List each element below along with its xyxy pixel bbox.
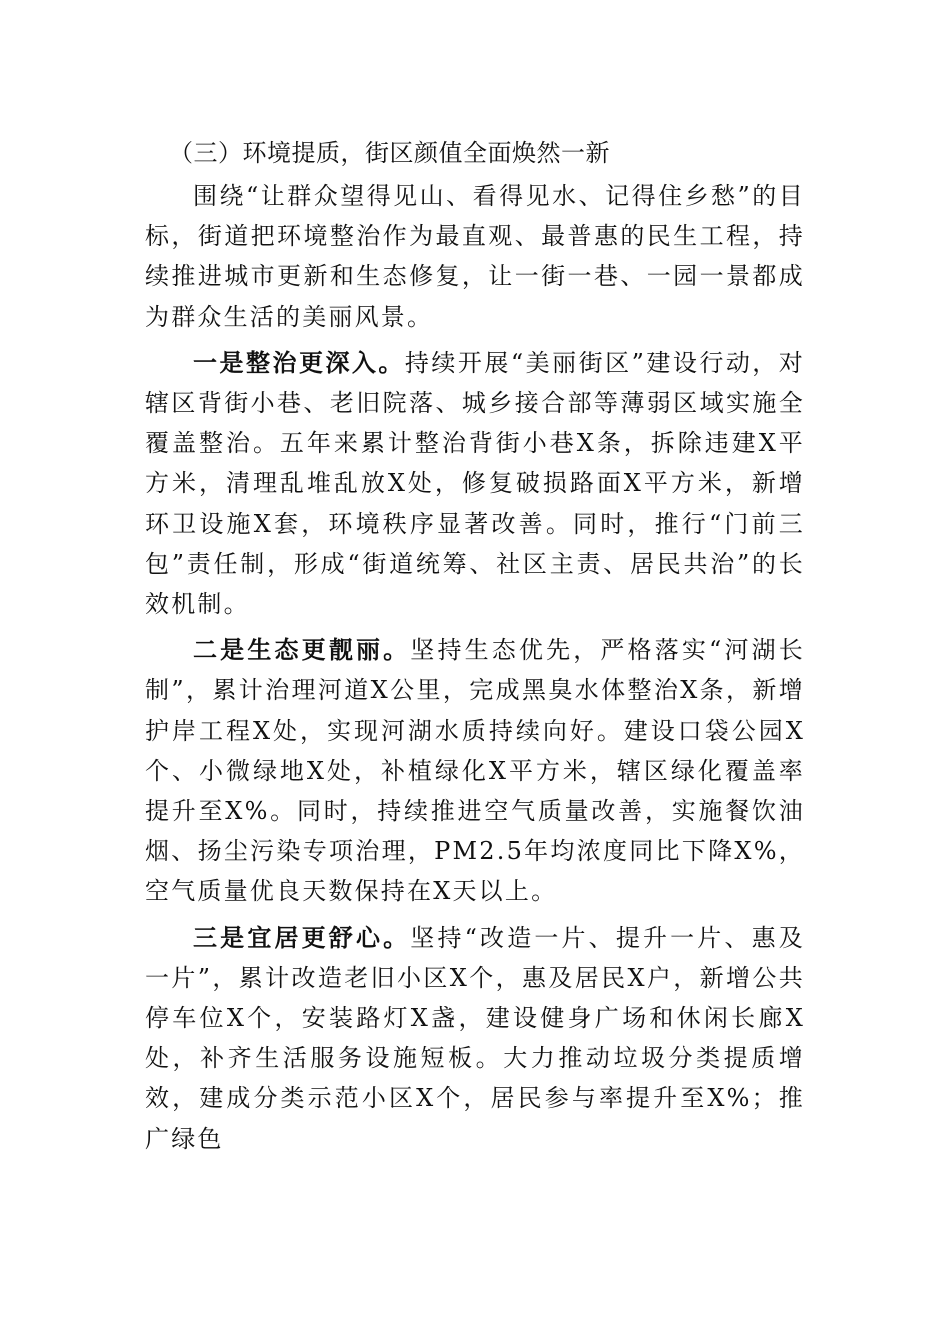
point-body-2: 坚持生态优先，严格落实“河湖长制”，累计治理河道X公里，完成黑臭水体整治X条，新增护岸工程X处，实现河湖水质持续向好。建设口袋公园X个、小微绿地X处，补植绿化X平方米，辖区绿化覆盖率提升至X%。同时，持续推进空气质量改善，实施餐饮油烟、扬尘污染专项治理，PM2.5年均浓度同比下降X%，空气质量优良天数保持在X天以上。: [145, 636, 805, 906]
point-paragraph-1: [145, 343, 805, 624]
intro-paragraph: [145, 176, 805, 337]
point-paragraph-2: [145, 630, 805, 911]
point-lead-1: 一是整治更深入。: [193, 347, 405, 377]
point-body-1: 持续开展“美丽街区”建设行动，对辖区背街小巷、老旧院落、城乡接合部等薄弱区域实施全覆盖整治。五年来累计整治背街小巷X条，拆除违建X平方米，清理乱堆乱放X处，修复破损路面X平方米，新增环卫设施X套，环境秩序显著改善。同时，推行“门前三包”责任制，形成“街道统筹、社区主责、居民共治”的长效机制。: [145, 348, 805, 619]
point-body-3: 坚持“改造一片、提升一片、惠及一片”，累计改造老旧小区X个，惠及居民X户，新增公共停车位X个，安装路灯X盏，建设健身广场和休闲长廊X处，补齐生活服务设施短板。大力推动垃圾分类提质增效，建成分类示范小区X个，居民参与率提升至X%；推广绿色: [145, 923, 805, 1153]
point-paragraph-3: [145, 918, 805, 1159]
document-page: [145, 133, 805, 1165]
section-heading: （三）环境提质，街区颜值全面焕然一新: [169, 139, 610, 167]
intro-text: 围绕“让群众望得见山、看得见水、记得住乡愁”的目标，街道把环境整治作为最直观、最普惠的民生工程，持续推进城市更新和生态修复，让一街一巷、一园一景都成为群众生活的美丽风景。: [145, 182, 805, 331]
point-lead-3: 三是宜居更舒心。: [193, 922, 411, 952]
point-lead-2: 二是生态更靓丽。: [193, 635, 411, 665]
